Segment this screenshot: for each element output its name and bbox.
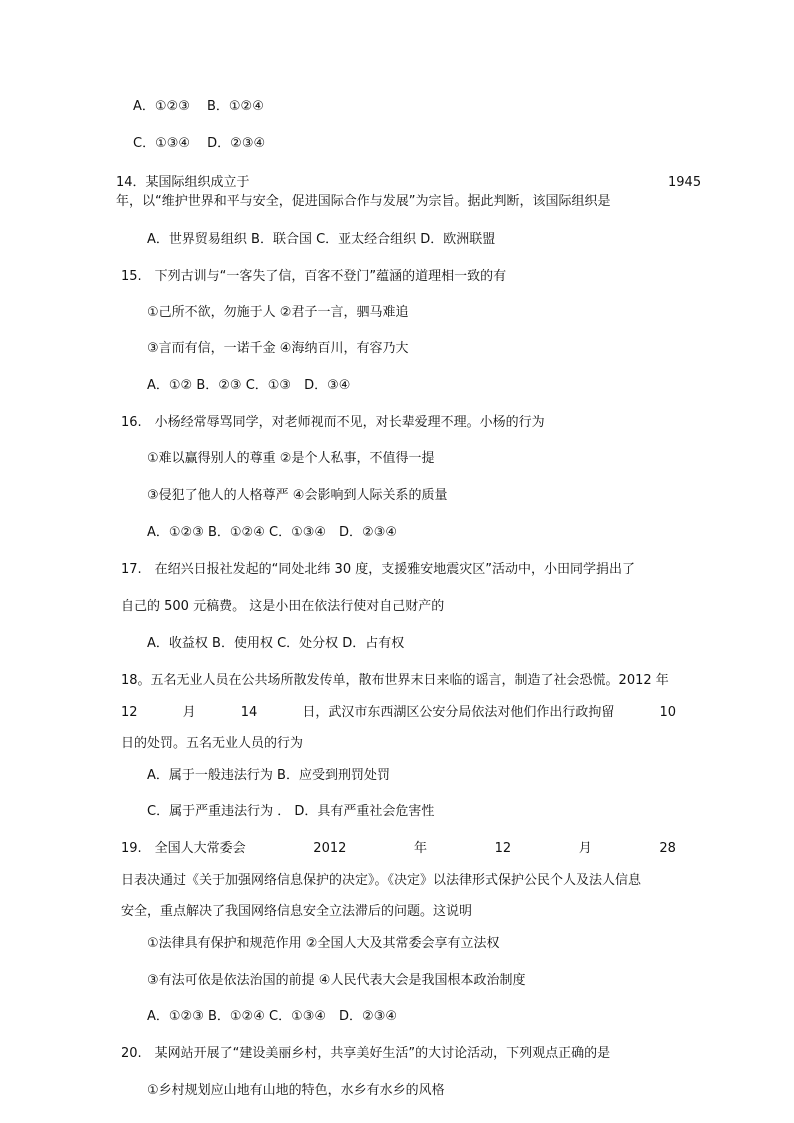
q19-stem-line3: 安全，重点解决了我国网络信息安全立法滞后的问题。这说明 [121,904,473,919]
q18-line2-part: 10 [659,705,676,720]
q20-item-1: ①乡村规划应山地有山地的特色，水乡有水乡的风格 [147,1083,445,1098]
q19-line1-part: 月 [578,841,592,856]
q18-options-ab: A．属于一般违法行为 B．应受到刑罚处罚 [147,768,390,783]
q14-stem-year: 1945 [668,175,702,190]
q18-line2-part: 12 [121,705,138,720]
q19-line1-part: 年 [414,841,428,856]
q14-stem-part2: 年，以“维护世界和平与安全，促进国际合作与发展”为宗旨。据此判断，该国际组织是 [116,194,611,209]
q15-items-12: ①己所不欲，勿施于人 ②君子一言，驷马难追 [147,305,409,320]
q19-line1-part: 12 [494,841,512,856]
q19-items-12: ①法律具有保护和规范作用 ②全国人大及其常委会享有立法权 [147,936,500,951]
q17-options: A．收益权 B．使用权 C．处分权 D．占有权 [147,636,405,651]
q18-stem-line3: 日的处罚。五名无业人员的行为 [121,736,304,751]
q18-stem-line1: 18。五名无业人员在公共场所散发传单，散布世界末日来临的谣言，制造了社会恐慌。2012 年 [121,673,669,688]
q18-line2-part: 月 [182,705,196,720]
q17-stem-line2: 自己的 500 元稿费。 这是小田在依法行使对自己财产的 [121,599,445,614]
q19-options: A．①②③ B．①②④ C．①③④ D．②③④ [147,1009,398,1024]
q14-options: A．世界贸易组织 B．联合国 C．亚太经合组织 D．欧洲联盟 [147,232,496,247]
q20-stem: 20. 某网站开展了“建设美丽乡村，共享美好生活”的大讨论活动，下列观点正确的是 [121,1046,611,1061]
q19-line1-part: 19. 全国人大常委会 [121,841,246,856]
q19-stem-line1 [121,841,676,857]
q19-line1-part: 28 [659,841,676,856]
q18-stem-line2 [121,705,676,721]
q19-line1-part: 2012 [313,841,347,856]
q13-options-cd: C．①③④ D．②③④ [133,136,266,151]
q16-options: A．①②③ B．①②④ C．①③④ D．②③④ [147,525,398,540]
q15-items-34: ③言而有信，一诺千金 ④海纳百川，有容乃大 [147,341,409,356]
q16-items-34: ③侵犯了他人的人格尊严 ④会影响到人际关系的质量 [147,488,448,503]
q19-items-34: ③有法可依是依法治国的前提 ④人民代表大会是我国根本政治制度 [147,973,526,988]
q16-stem: 16. 小杨经常辱骂同学，对老师视而不见，对长辈爱理不理。小杨的行为 [121,415,545,430]
q16-items-12: ①难以赢得别人的尊重 ②是个人私事，不值得一提 [147,451,435,466]
q15-stem: 15. 下列古训与“一客失了信，百客不登门”蕴涵的道理相一致的有 [121,269,507,284]
q13-options-ab: A．①②③ B．①②④ [133,99,264,114]
q19-stem-line2: 日表决通过《关于加强网络信息保护的决定》。《决定》以法律形式保护公民个人及法人信息 [121,873,642,888]
q18-line2-part: 14 [240,705,258,720]
q18-options-cd: C．属于严重违法行为 ． D．具有严重社会危害性 [147,804,435,819]
q14-stem-part1: 14．某国际组织成立于 [116,175,250,190]
q17-stem-line1: 17. 在绍兴日报社发起的“同处北纬 30 度，支援雅安地震灾区”活动中，小田同学捐出了 [121,562,635,577]
q18-line2-part: 日，武汉市东西湖区公安分局依法对他们作出行政拘留 [302,705,615,720]
q15-options: A．①② B．②③ C．①③ D．③④ [147,378,351,393]
